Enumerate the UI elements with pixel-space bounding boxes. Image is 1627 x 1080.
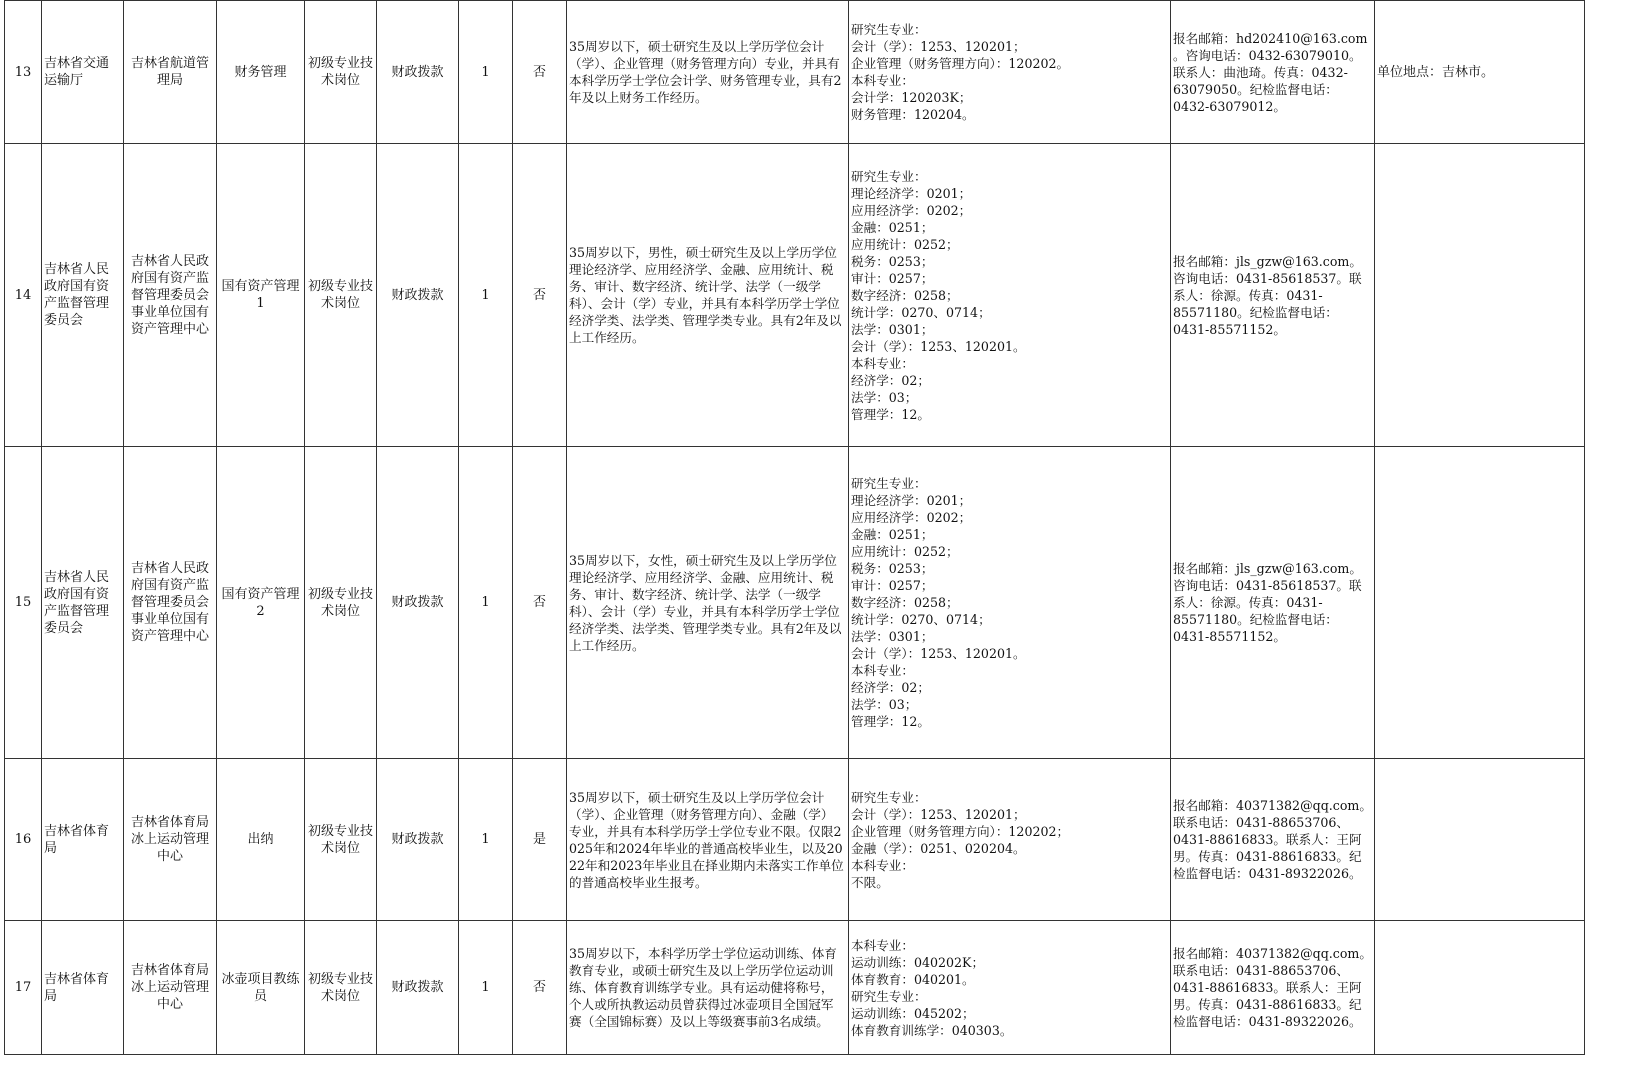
major-line: 管理学：12。	[851, 406, 930, 422]
graduate-only-cell: 是	[513, 759, 567, 921]
major-line: 应用经济学：0202；	[851, 510, 972, 525]
contact-line: 。咨询电话：0432-63079010。	[1173, 47, 1362, 63]
requirement-cell: 35周岁以下，本科学历学士学位运动训练、体育教育专业，或硕士研究生及以上学历学位运动训练、体育教育训练学专业。具有运动健将称号，个人或所执教运动员曾获得过冰壶项目全国冠军赛（全国锦标赛）及以上等级赛事前3名成绩。	[567, 921, 849, 1055]
funding-type-cell: 财政拨款	[377, 1, 459, 144]
major-line: 财务管理：120204。	[851, 107, 975, 122]
contact-line: 0431-85571152。	[1173, 321, 1286, 337]
contact-line: 0431-85571152。	[1173, 629, 1286, 644]
contact-info-cell	[1171, 759, 1375, 921]
contact-line: 咨询电话：0431-85618537。联	[1173, 270, 1362, 286]
department-cell: 吉林省人民政府国有资产监督管理委员会	[42, 144, 124, 447]
row-number-cell: 17	[5, 921, 42, 1055]
contact-line: 报名邮箱：hd202410@163.com	[1173, 30, 1368, 46]
graduate-only-cell: 否	[513, 447, 567, 759]
major-line: 本科专业：	[851, 355, 914, 371]
major-line: 法学：0301；	[851, 629, 934, 644]
major-line: 体育教育训练学：040303。	[851, 1022, 1013, 1038]
funding-type-cell: 财政拨款	[377, 144, 459, 447]
contact-info-cell	[1171, 447, 1375, 759]
table-row	[5, 144, 1585, 447]
major-codes-cell	[849, 1, 1171, 144]
table-row	[5, 759, 1585, 921]
major-line: 金融：0251；	[851, 219, 934, 235]
contact-line: 0431-88616833。联系人：王阿	[1173, 832, 1362, 847]
requirement-cell: 35周岁以下，硕士研究生及以上学历学位会计（学）、企业管理（财务管理方向）、金融（学）专业，并具有本科学历学士学位专业不限。仅限2025年和2024年毕业的普通高校毕业生，以及2022年和2023年毕业且在择业期内未落实工作单位的普通高校毕业生报考。	[567, 759, 849, 921]
headcount-cell: 1	[459, 759, 513, 921]
graduate-only-cell: 否	[513, 1, 567, 144]
position-category-cell: 初级专业技术岗位	[305, 144, 377, 447]
requirement-cell: 35周岁以下，男性，硕士研究生及以上学历学位理论经济学、应用经济学、金融、应用统计、税务、审计、数字经济、统计学、法学（一级学科）、会计（学）专业，并具有本科学历学士学位经济学类、法学类、管理学类专业。具有2年及以上工作经历。	[567, 144, 849, 447]
major-line: 会计学：120203K；	[851, 90, 972, 105]
requirement-cell: 35周岁以下，女性，硕士研究生及以上学历学位理论经济学、应用经济学、金融、应用统计、税务、审计、数字经济、统计学、法学（一级学科）、会计（学）专业，并具有本科学历学士学位经济学类、法学类、管理学类专业。具有2年及以上工作经历。	[567, 447, 849, 759]
contact-info-cell	[1171, 144, 1375, 447]
major-line: 应用经济学：0202；	[851, 202, 972, 218]
major-line: 审计：0257；	[851, 270, 934, 286]
major-line: 本科专业：	[851, 663, 914, 678]
table-row	[5, 447, 1585, 759]
note-cell: 单位地点：吉林市。	[1374, 1, 1584, 144]
headcount-cell: 1	[459, 447, 513, 759]
contact-line: 咨询电话：0431-85618537。联	[1173, 578, 1362, 593]
recruitment-table	[4, 0, 1585, 1055]
major-line: 不限。	[851, 874, 889, 890]
major-codes-cell	[849, 759, 1171, 921]
major-line: 税务：0253；	[851, 253, 934, 269]
major-line: 本科专业：	[851, 857, 914, 873]
note-cell	[1374, 447, 1584, 759]
position-category-cell: 初级专业技术岗位	[305, 1, 377, 144]
contact-line: 报名邮箱：40371382@qq.com。	[1173, 946, 1372, 961]
major-line: 本科专业：	[851, 73, 914, 88]
major-codes-cell	[849, 921, 1171, 1055]
headcount-cell: 1	[459, 1, 513, 144]
major-line: 金融（学）：0251、020204。	[851, 840, 1026, 856]
position-name-cell: 冰壶项目教练员	[217, 921, 305, 1055]
unit-cell: 吉林省人民政府国有资产监督管理委员会事业单位国有资产管理中心	[124, 447, 217, 759]
note-cell	[1374, 144, 1584, 447]
position-name-cell: 财务管理	[217, 1, 305, 144]
note-cell	[1374, 759, 1584, 921]
major-line: 数字经济：0258；	[851, 595, 959, 610]
major-line: 应用统计：0252；	[851, 544, 959, 559]
contact-line: 63079050。纪检监督电话：	[1173, 81, 1338, 97]
contact-line: 系人：徐源。传真：0431-	[1173, 595, 1323, 610]
department-cell: 吉林省人民政府国有资产监督管理委员会	[42, 447, 124, 759]
major-line: 理论经济学：0201；	[851, 493, 972, 508]
contact-line: 报名邮箱：jls_gzw@163.com。	[1173, 253, 1362, 269]
contact-line: 检监督电话：0431-89322026。	[1173, 1014, 1362, 1029]
table-row	[5, 1, 1585, 144]
major-line: 研究生专业：	[851, 988, 927, 1004]
contact-line: 85571180。纪检监督电话：	[1173, 612, 1338, 627]
major-line: 经济学：02；	[851, 372, 930, 388]
major-line: 管理学：12。	[851, 714, 930, 729]
position-category-cell: 初级专业技术岗位	[305, 759, 377, 921]
major-line: 法学：0301；	[851, 321, 934, 337]
contact-line: 报名邮箱：40371382@qq.com。	[1173, 798, 1372, 813]
graduate-only-cell: 否	[513, 921, 567, 1055]
contact-line: 0432-63079012。	[1173, 98, 1286, 114]
funding-type-cell: 财政拨款	[377, 759, 459, 921]
position-category-cell: 初级专业技术岗位	[305, 921, 377, 1055]
position-category-cell: 初级专业技术岗位	[305, 447, 377, 759]
table-row	[5, 921, 1585, 1055]
unit-cell: 吉林省航道管理局	[124, 1, 217, 144]
row-number-cell: 16	[5, 759, 42, 921]
major-line: 研究生专业：	[851, 789, 927, 805]
row-number-cell: 15	[5, 447, 42, 759]
major-line: 理论经济学：0201；	[851, 185, 972, 201]
row-number-cell: 14	[5, 144, 42, 447]
contact-line: 系人：徐源。传真：0431-	[1173, 287, 1323, 303]
major-line: 会计（学）：1253、120201。	[851, 338, 1026, 354]
major-line: 企业管理（财务管理方向）：120202；	[851, 823, 1070, 839]
major-line: 运动训练：045202；	[851, 1005, 975, 1021]
headcount-cell: 1	[459, 921, 513, 1055]
major-line: 会计（学）：1253、120201。	[851, 646, 1026, 661]
major-line: 应用统计：0252；	[851, 236, 959, 252]
major-line: 研究生专业：	[851, 22, 927, 37]
major-line: 体育教育：040201。	[851, 971, 975, 987]
position-name-cell: 出纳	[217, 759, 305, 921]
major-line: 本科专业：	[851, 937, 914, 953]
major-codes-cell	[849, 447, 1171, 759]
major-line: 审计：0257；	[851, 578, 934, 593]
funding-type-cell: 财政拨款	[377, 921, 459, 1055]
major-line: 经济学：02；	[851, 680, 930, 695]
major-line: 研究生专业：	[851, 168, 927, 184]
contact-line: 联系人：曲池琦。传真：0432-	[1173, 64, 1348, 80]
contact-line: 报名邮箱：jls_gzw@163.com。	[1173, 561, 1362, 576]
contact-line: 检监督电话：0431-89322026。	[1173, 866, 1362, 881]
graduate-only-cell: 否	[513, 144, 567, 447]
contact-line: 联系电话：0431-88653706、	[1173, 963, 1349, 978]
unit-cell: 吉林省体育局冰上运动管理中心	[124, 759, 217, 921]
position-name-cell: 国有资产管理2	[217, 447, 305, 759]
major-line: 企业管理（财务管理方向）：120202。	[851, 56, 1070, 71]
contact-info-cell	[1171, 921, 1375, 1055]
department-cell: 吉林省体育局	[42, 759, 124, 921]
contact-line: 85571180。纪检监督电话：	[1173, 304, 1338, 320]
major-line: 税务：0253；	[851, 561, 934, 576]
major-line: 法学：03；	[851, 389, 918, 405]
major-line: 研究生专业：	[851, 476, 927, 491]
major-line: 运动训练：040202K；	[851, 954, 985, 970]
table-body	[5, 1, 1585, 1055]
department-cell: 吉林省体育局	[42, 921, 124, 1055]
major-line: 会计（学）：1253、120201；	[851, 39, 1026, 54]
funding-type-cell: 财政拨款	[377, 447, 459, 759]
note-cell	[1374, 921, 1584, 1055]
major-line: 数字经济：0258；	[851, 287, 959, 303]
position-name-cell: 国有资产管理1	[217, 144, 305, 447]
major-line: 法学：03；	[851, 697, 918, 712]
major-line: 统计学：0270、0714；	[851, 612, 991, 627]
unit-cell: 吉林省人民政府国有资产监督管理委员会事业单位国有资产管理中心	[124, 144, 217, 447]
headcount-cell: 1	[459, 144, 513, 447]
contact-line: 男。传真：0431-88616833。纪	[1173, 849, 1362, 864]
major-codes-cell	[849, 144, 1171, 447]
major-line: 统计学：0270、0714；	[851, 304, 991, 320]
contact-info-cell	[1171, 1, 1375, 144]
contact-line: 男。传真：0431-88616833。纪	[1173, 997, 1362, 1012]
major-line: 会计（学）：1253、120201；	[851, 806, 1026, 822]
contact-line: 联系电话：0431-88653706、	[1173, 815, 1349, 830]
row-number-cell: 13	[5, 1, 42, 144]
requirement-cell: 35周岁以下，硕士研究生及以上学历学位会计（学）、企业管理（财务管理方向）专业，并具有本科学历学士学位会计学、财务管理专业，具有2年及以上财务工作经历。	[567, 1, 849, 144]
major-line: 金融：0251；	[851, 527, 934, 542]
contact-line: 0431-88616833。联系人：王阿	[1173, 980, 1362, 995]
unit-cell: 吉林省体育局冰上运动管理中心	[124, 921, 217, 1055]
department-cell: 吉林省交通运输厅	[42, 1, 124, 144]
